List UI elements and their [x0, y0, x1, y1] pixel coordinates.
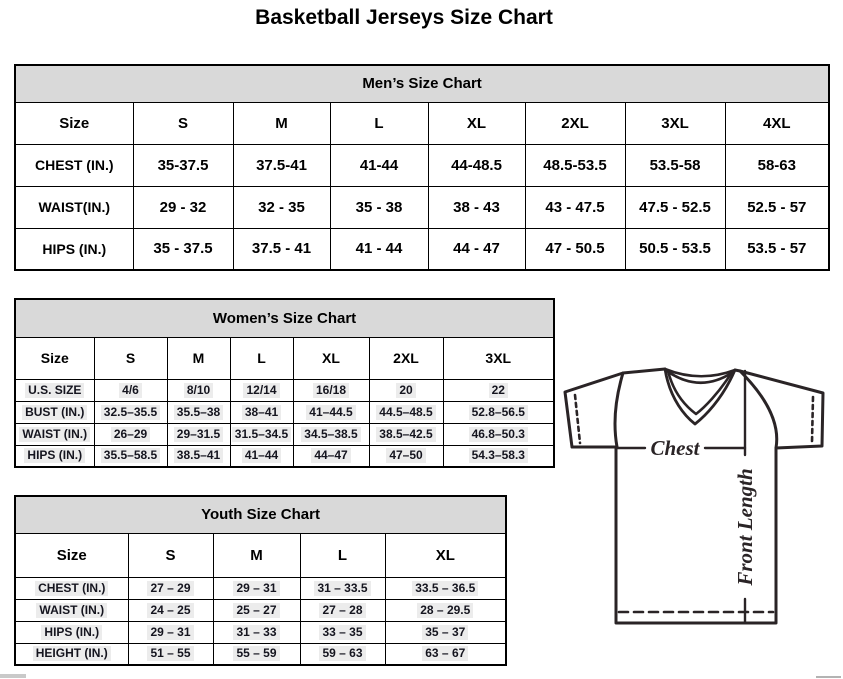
value-cell — [369, 401, 443, 423]
value-cell — [167, 401, 230, 423]
cell-value: 27 – 29 — [147, 581, 193, 596]
horizontal-scrollbar-fragment[interactable] — [0, 674, 26, 678]
scrollbar-fragment-right[interactable] — [816, 676, 841, 678]
left-cuff-dashed-line — [575, 395, 580, 443]
cell-value: HEIGHT (IN.) — [33, 646, 111, 661]
column-header: Size — [15, 533, 128, 577]
value-cell — [128, 621, 213, 643]
table-row — [15, 144, 829, 186]
column-header: L — [230, 337, 293, 379]
cell-value: 59 – 63 — [319, 646, 365, 661]
column-header-row — [15, 102, 829, 144]
youth-size-chart-table — [14, 495, 507, 666]
row-label-cell: CHEST (IN.) — [15, 144, 133, 186]
value-cell — [300, 643, 385, 665]
table-row — [15, 621, 506, 643]
youth-table-title: Youth Size Chart — [15, 496, 506, 533]
cell-value: 41–44 — [242, 448, 281, 463]
value-cell — [128, 577, 213, 599]
row-label-cell — [15, 643, 128, 665]
value-cell — [300, 621, 385, 643]
left-armhole-seam-icon — [615, 373, 623, 447]
column-header: 2XL — [369, 337, 443, 379]
column-header: 4XL — [725, 102, 829, 144]
cell-value: 44.5–48.5 — [376, 405, 435, 420]
cell-value: 29 – 31 — [233, 581, 279, 596]
table-row — [15, 445, 554, 467]
cell-value: CHEST (IN.) — [35, 581, 108, 596]
value-cell — [385, 643, 506, 665]
value-cell: 37.5 - 41 — [233, 228, 330, 270]
value-cell: 53.5-58 — [625, 144, 725, 186]
value-cell — [230, 423, 293, 445]
column-header: S — [94, 337, 167, 379]
cell-value: 38.5–42.5 — [376, 427, 435, 442]
cell-value: 38.5–41 — [174, 448, 223, 463]
cell-value: 31 – 33 — [233, 625, 279, 640]
table-title-row — [15, 496, 506, 533]
cell-value: 41–44.5 — [306, 405, 355, 420]
table-row — [15, 423, 554, 445]
cell-value: 44–47 — [311, 448, 350, 463]
value-cell — [385, 599, 506, 621]
column-header: XL — [293, 337, 369, 379]
table-row — [15, 379, 554, 401]
column-header: M — [213, 533, 300, 577]
value-cell — [213, 577, 300, 599]
column-header: M — [167, 337, 230, 379]
cell-value: 28 – 29.5 — [417, 603, 473, 618]
cell-value: 4/6 — [119, 383, 142, 398]
cell-value: BUST (IN.) — [22, 405, 87, 420]
value-cell: 53.5 - 57 — [725, 228, 829, 270]
value-cell — [293, 401, 369, 423]
value-cell — [443, 379, 554, 401]
cell-value: 12/14 — [243, 383, 279, 398]
table-row — [15, 228, 829, 270]
cell-value: 20 — [396, 383, 415, 398]
column-header: Size — [15, 337, 94, 379]
front-length-label: Front Length — [733, 468, 757, 586]
table-title-row — [15, 299, 554, 337]
cell-value: 33 – 35 — [319, 625, 365, 640]
cell-value: 31 – 33.5 — [314, 581, 370, 596]
cell-value: 38–41 — [242, 405, 281, 420]
value-cell: 44 - 47 — [428, 228, 525, 270]
value-cell — [128, 643, 213, 665]
cell-value: HIPS (IN.) — [41, 625, 102, 640]
value-cell: 41-44 — [330, 144, 428, 186]
cell-value: WAIST (IN.) — [36, 603, 107, 618]
table-row — [15, 643, 506, 665]
value-cell — [167, 423, 230, 445]
value-cell — [230, 401, 293, 423]
value-cell — [443, 423, 554, 445]
value-cell — [369, 379, 443, 401]
row-label-cell — [15, 379, 94, 401]
row-label-cell — [15, 423, 94, 445]
value-cell — [293, 379, 369, 401]
right-cuff-dashed-line — [812, 397, 813, 442]
cell-value: 52.8–56.5 — [469, 405, 528, 420]
cell-value: 26–29 — [111, 427, 150, 442]
column-header: M — [233, 102, 330, 144]
value-cell — [230, 379, 293, 401]
value-cell — [385, 621, 506, 643]
cell-value: 54.3–58.3 — [469, 448, 528, 463]
value-cell: 41 - 44 — [330, 228, 428, 270]
row-label-cell: WAIST(IN.) — [15, 186, 133, 228]
cell-value: 8/10 — [184, 383, 213, 398]
cell-value: 16/18 — [313, 383, 349, 398]
value-cell — [443, 445, 554, 467]
value-cell — [385, 577, 506, 599]
column-header: 3XL — [443, 337, 554, 379]
value-cell — [94, 401, 167, 423]
cell-value: 24 – 25 — [147, 603, 193, 618]
value-cell: 35 - 38 — [330, 186, 428, 228]
column-header: L — [300, 533, 385, 577]
value-cell: 43 - 47.5 — [525, 186, 625, 228]
value-cell: 35 - 37.5 — [133, 228, 233, 270]
cell-value: WAIST (IN.) — [19, 427, 90, 442]
value-cell — [167, 379, 230, 401]
cell-value: 27 – 28 — [319, 603, 365, 618]
column-header-row — [15, 337, 554, 379]
value-cell: 44-48.5 — [428, 144, 525, 186]
chest-label: Chest — [650, 436, 700, 460]
column-header: XL — [385, 533, 506, 577]
value-cell — [213, 599, 300, 621]
cell-value: 35.5–58.5 — [101, 448, 160, 463]
value-cell — [167, 445, 230, 467]
mens-size-chart-table — [14, 64, 830, 271]
cell-value: 46.8–50.3 — [469, 427, 528, 442]
value-cell — [128, 599, 213, 621]
women-table-title: Women’s Size Chart — [15, 299, 554, 337]
value-cell — [293, 445, 369, 467]
value-cell — [300, 577, 385, 599]
column-header: S — [133, 102, 233, 144]
value-cell: 38 - 43 — [428, 186, 525, 228]
column-header: 2XL — [525, 102, 625, 144]
value-cell: 58-63 — [725, 144, 829, 186]
cell-value: 35.5–38 — [174, 405, 223, 420]
page-title: Basketball Jerseys Size Chart — [255, 6, 553, 29]
value-cell: 37.5-41 — [233, 144, 330, 186]
value-cell: 48.5-53.5 — [525, 144, 625, 186]
cell-value: 55 – 59 — [233, 646, 279, 661]
jersey-outline-icon — [565, 369, 823, 623]
cell-value: 47–50 — [386, 448, 425, 463]
womens-size-chart-table — [14, 298, 555, 468]
value-cell — [230, 445, 293, 467]
column-header: Size — [15, 102, 133, 144]
table-row — [15, 186, 829, 228]
value-cell: 47 - 50.5 — [525, 228, 625, 270]
cell-value: 33.5 – 36.5 — [412, 581, 478, 596]
value-cell — [94, 423, 167, 445]
value-cell — [94, 379, 167, 401]
value-cell: 35-37.5 — [133, 144, 233, 186]
cell-value: 22 — [489, 383, 508, 398]
cell-value: 32.5–35.5 — [101, 405, 160, 420]
value-cell: 29 - 32 — [133, 186, 233, 228]
value-cell — [369, 445, 443, 467]
table-row — [15, 599, 506, 621]
cell-value: 51 – 55 — [147, 646, 193, 661]
cell-value: 25 – 27 — [233, 603, 279, 618]
row-label-cell — [15, 621, 128, 643]
value-cell — [300, 599, 385, 621]
row-label-cell — [15, 445, 94, 467]
cell-value: U.S. SIZE — [25, 383, 84, 398]
value-cell: 32 - 35 — [233, 186, 330, 228]
column-header: L — [330, 102, 428, 144]
value-cell: 50.5 - 53.5 — [625, 228, 725, 270]
value-cell: 47.5 - 52.5 — [625, 186, 725, 228]
column-header: XL — [428, 102, 525, 144]
value-cell — [213, 621, 300, 643]
cell-value: 29–31.5 — [174, 427, 223, 442]
row-label-cell — [15, 401, 94, 423]
table-row — [15, 577, 506, 599]
cell-value: 31.5–34.5 — [232, 427, 291, 442]
cell-value: HIPS (IN.) — [24, 448, 85, 463]
men-table-title: Men’s Size Chart — [15, 65, 829, 102]
value-cell — [369, 423, 443, 445]
value-cell — [293, 423, 369, 445]
cell-value: 35 – 37 — [422, 625, 468, 640]
jersey-measurement-diagram — [553, 358, 843, 679]
cell-value: 29 – 31 — [147, 625, 193, 640]
cell-value: 63 – 67 — [422, 646, 468, 661]
row-label-cell: HIPS (IN.) — [15, 228, 133, 270]
value-cell — [213, 643, 300, 665]
row-label-cell — [15, 577, 128, 599]
row-label-cell — [15, 599, 128, 621]
value-cell: 52.5 - 57 — [725, 186, 829, 228]
cell-value: 34.5–38.5 — [301, 427, 360, 442]
value-cell — [443, 401, 554, 423]
value-cell — [94, 445, 167, 467]
column-header: S — [128, 533, 213, 577]
column-header-row — [15, 533, 506, 577]
table-title-row — [15, 65, 829, 102]
column-header: 3XL — [625, 102, 725, 144]
table-row — [15, 401, 554, 423]
